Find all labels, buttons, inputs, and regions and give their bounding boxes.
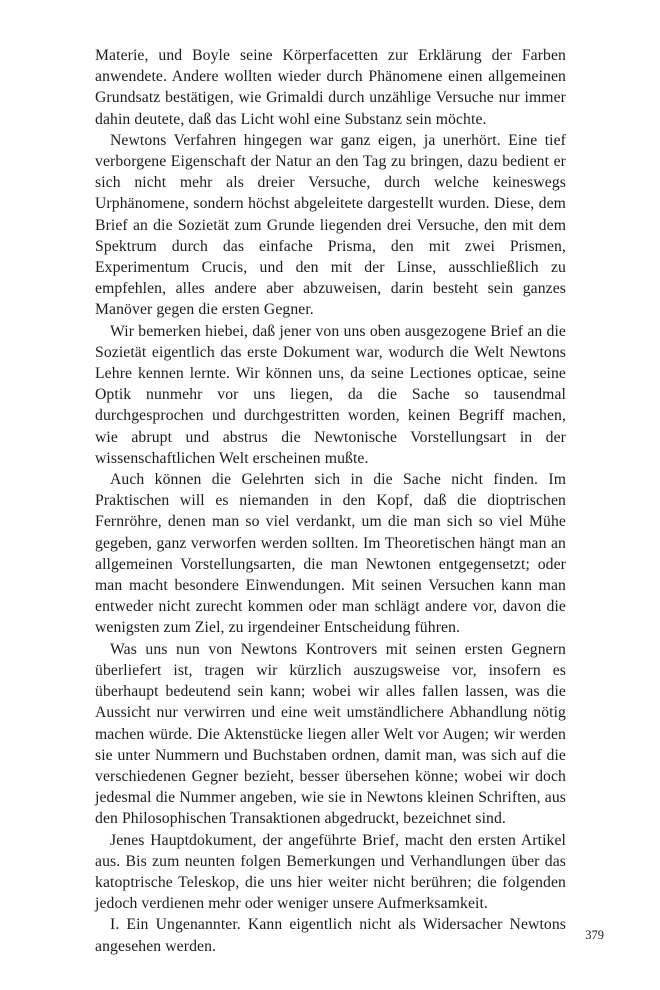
text-block [95,45,566,957]
paragraph: Wir bemerken hiebei, daß jener von uns oben ausgezogene Brief an die Sozietät eigentlich das erste Dokument war, wodurch die Welt Newtons Lehre kennen lernte. Wir können uns, da seine Lectiones opticae, seine Optik nunmehr vor uns liegen, da die Sache so tausendmal durchgesprochen und durchgestritten worden, keinen Begriff machen, wie abrupt und abstrus die Newtonische Vorstellungsart in der wissenschaftlichen Welt erscheinen mußte. [95,322,566,467]
paragraph: Auch können die Gelehrten sich in die Sache nicht finden. Im Praktischen will es niemanden in den Kopf, daß die dioptrischen Fernröhre, denen man so viel verdankt, um die man sich so viel Mühe gegeben, ganz verworfen werden sollten. Im Theoretischen hängt man an allgemeinen Vorstellungsarten, die man Newtonen entgegensetzt; oder man macht besondere Einwendungen. Mit seinen Versuchen kann man entweder nicht zurecht kommen oder man schlägt andere vor, davon die wenigsten zum Ziel, zu irgendeiner Entscheidung führen. [95,471,566,637]
paragraph: Jenes Hauptdokument, der angeführte Brief, macht den ersten Artikel aus. Bis zum neunten folgen Bemerkungen und Verhandlungen über das katoptrische Teleskop, die uns hier weiter nicht berühren; die folgenden jedoch verdienen mehr oder weniger unsere Aufmerksamkeit. [95,831,566,913]
paragraph: Materie, und Boyle seine Körperfacetten zur Erklärung der Farben anwendete. Andere wollten wieder durch Phänomene einen allgemeinen Grundsatz bestätigen, wie Grimaldi durch unzählige Versuche nur immer dahin deutete, daß das Licht wohl eine Substanz sein möchte. [95,47,566,128]
paragraph: Newtons Verfahren hingegen war ganz eigen, ja unerhört. Eine tief verborgene Eigenschaft der Natur an den Tag zu bringen, dazu bedient er sich nicht mehr als dreier Versuche, durch welche keineswegs Urphänomene, sondern höchst abgeleitete dargestellt wurden. Diese, dem Brief an die Sozietät zum Grunde liegenden drei Versuche, den mit dem Spektrum durch das einfache Prisma, den mit zwei Prismen, Experimentum Crucis, und den mit der Linse, ausschließlich zu empfehlen, alles andere aber abzuweisen, darin besteht sein ganzes Manöver gegen die ersten Gegner. [95,131,566,319]
page-number: 379 [585,927,604,942]
paragraph: Was uns nun von Newtons Kontrovers mit seinen ersten Gegnern überliefert ist, tragen wir kürzlich auszugsweise vor, insofern es überhaupt bedeutend sein kann; wobei wir alles fallen lassen, was die Aussicht nur verwirren und eine weit umständlichere Abhandlung nötig machen würde. Die Aktenstücke liegen aller Welt vor Augen; wir werden sie unter Nummern und Buchstaben ordnen, damit man, was sich auf die verschiedenen Gegner bezieht, besser übersehen könne; wobei wir doch jedesmal die Nummer angeben, wie sie in Newtons kleinen Schriften, aus den Philosophischen Transaktionen abgedruckt, bezeichnet sind. [95,640,566,828]
paragraph: I. Ein Ungenannter. Kann eigentlich nicht als Widersacher Newtons angesehen werden. [95,916,566,955]
